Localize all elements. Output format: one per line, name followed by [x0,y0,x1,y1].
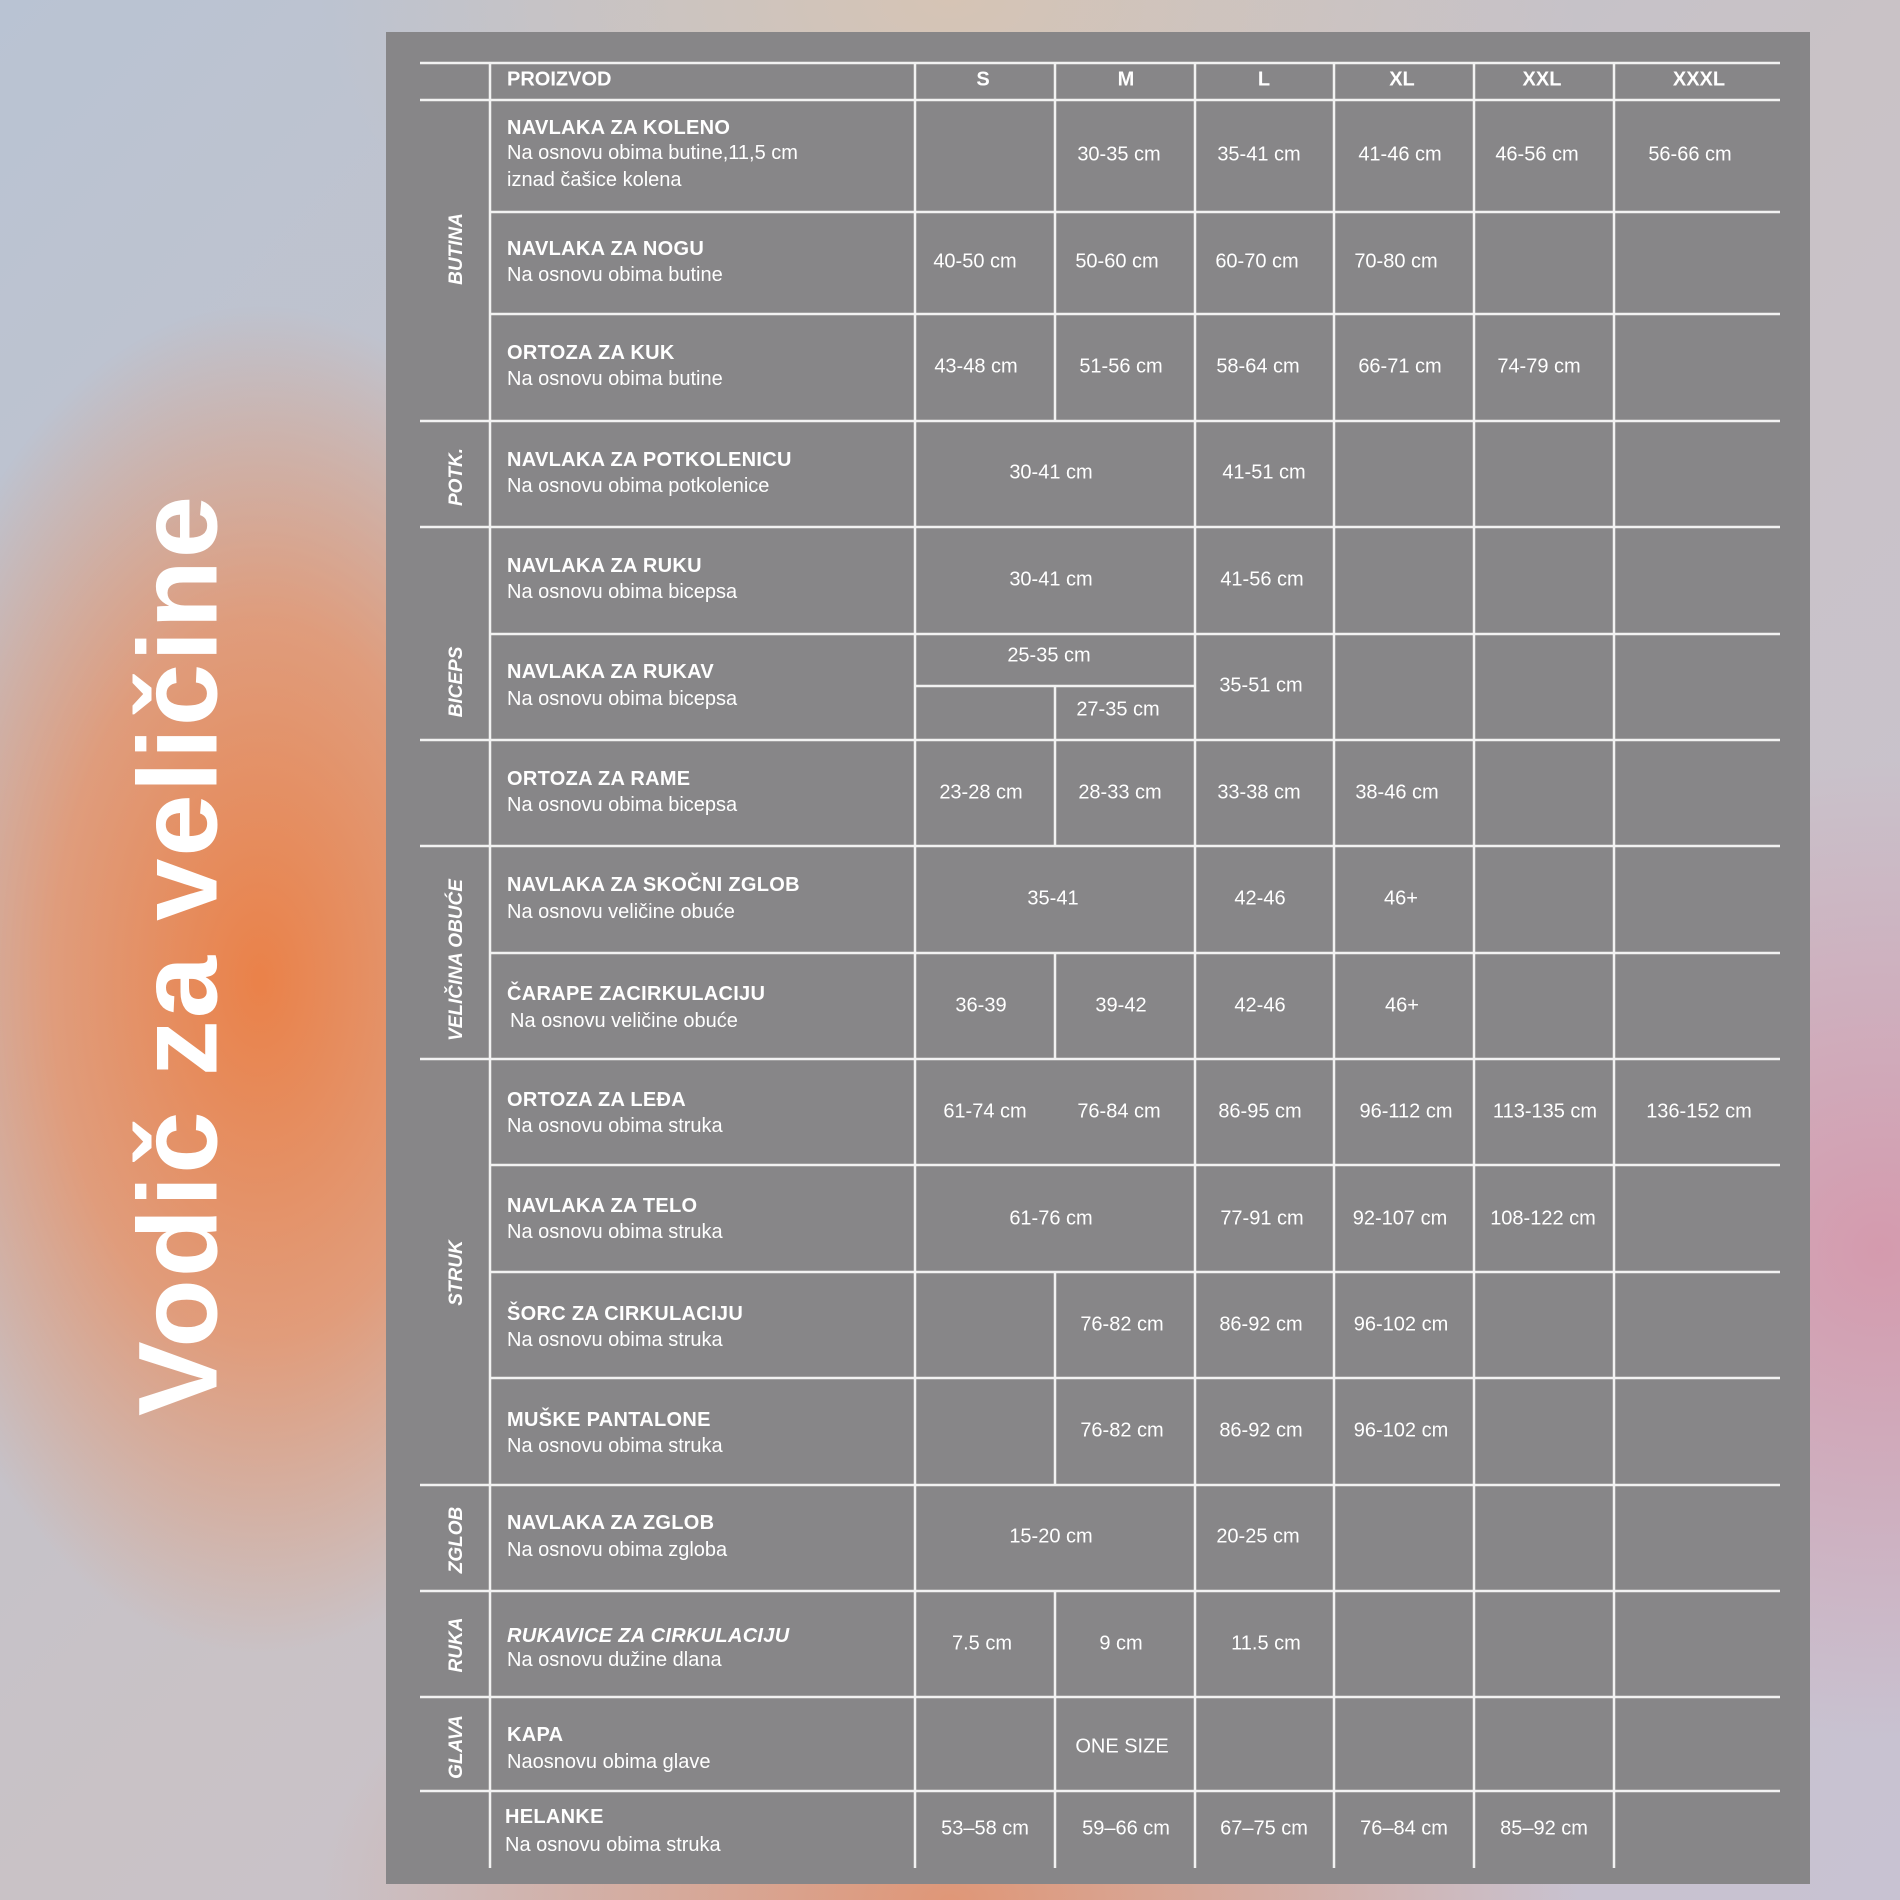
size-cell: 40-50 cm [933,250,1017,273]
size-cell: 23-28 cm [939,781,1023,804]
product-name: NAVLAKA ZA RUKU [507,555,702,577]
size-cell: 67–75 cm [1220,1817,1308,1840]
product-name: ČARAPE ZACIRKULACIJU [507,983,766,1005]
product-desc: Na osnovu veličine obuće [510,1010,738,1032]
category-biceps: BICEPS [446,646,467,718]
size-cell: 76-82 cm [1080,1313,1164,1336]
product-name: RUKAVICE ZA CIRKULACIJU [507,1625,790,1647]
size-cell: 86-95 cm [1218,1100,1302,1123]
product-name: KAPA [507,1724,564,1746]
product-desc: Na osnovu obima butine,11,5 cm [507,142,798,164]
product-desc: Na osnovu obima butine [507,264,723,286]
header-product: PROIZVOD [507,68,612,91]
size-cell: 76-84 cm [1077,1100,1161,1123]
size-cell: 27-35 cm [1076,698,1160,721]
size-cell: 51-56 cm [1079,355,1163,378]
size-cell: 96-112 cm [1359,1100,1453,1123]
size-cell: 11.5 cm [1231,1632,1301,1655]
size-cell: 96-102 cm [1353,1313,1449,1336]
product-name: ORTOZA ZA LEĐA [507,1089,687,1111]
size-cell: 42-46 [1234,887,1286,910]
size-cell: 39-42 [1095,994,1147,1017]
size-cell: 42-46 [1234,994,1286,1017]
size-cell: 76-82 cm [1080,1419,1164,1442]
product-desc: Na osnovu obima potkolenice [507,475,770,497]
product-desc: Na osnovu veličine obuće [507,901,735,923]
size-cell: 66-71 cm [1358,355,1442,378]
size-cell: 15-20 cm [1009,1525,1093,1548]
size-cell: 38-46 cm [1355,781,1439,804]
product-name: ORTOZA ZA RAME [507,768,691,790]
size-cell: 30-41 cm [1009,568,1093,591]
size-cell: 43-48 cm [934,355,1018,378]
size-chart-panel [386,32,1810,1884]
product-desc: Na osnovu obima struka [507,1221,723,1243]
product-name: NAVLAKA ZA RUKAV [507,661,715,683]
product-name: NAVLAKA ZA TELO [507,1195,698,1217]
size-cell: 7.5 cm [951,1632,1013,1655]
size-cell: 85–92 cm [1500,1817,1588,1840]
size-cell: 60-70 cm [1215,250,1299,273]
size-cell: 108-122 cm [1490,1207,1596,1230]
product-name: NAVLAKA ZA KOLENO [507,117,731,139]
product-name: NAVLAKA ZA NOGU [507,238,705,260]
size-cell: 59–66 cm [1082,1817,1170,1840]
product-name: HELANKE [505,1806,604,1828]
size-cell: 92-107 cm [1352,1207,1448,1230]
header-size-xxxl: XXXL [1672,68,1726,91]
size-cell: 46+ [1385,994,1419,1017]
category-glava: GLAVA [446,1715,467,1779]
product-desc: Na osnovu obima butine [507,368,723,390]
size-cell: 70-80 cm [1354,250,1438,273]
size-cell: 35-41 cm [1217,143,1301,166]
header-size-s: S [976,68,990,91]
product-name: NAVLAKA ZA ZGLOB [507,1512,715,1534]
category-velicina-obuce: VELIČINA OBUĆE [446,879,467,1041]
category-zglob: ZGLOB [446,1506,467,1574]
size-cell: 35-51 cm [1219,674,1303,697]
size-cell: 20-25 cm [1216,1525,1300,1548]
product-name: ORTOZA ZA KUK [507,342,675,364]
size-cell: 28-33 cm [1078,781,1162,804]
header-size-m: M [1117,68,1135,91]
size-cell: 41-46 cm [1358,143,1442,166]
size-cell: 86-92 cm [1219,1419,1303,1442]
size-cell: ONE SIZE [1075,1735,1169,1758]
product-desc: Na osnovu obima struka [507,1435,723,1457]
size-cell: 35-41 [1027,887,1079,910]
header-size-xxl: XXL [1522,68,1562,91]
size-cell: 25-35 cm [1007,644,1091,667]
size-cell: 46+ [1384,887,1418,910]
size-cell: 77-91 cm [1220,1207,1304,1230]
product-desc: Na osnovu obima struka [507,1329,723,1351]
size-cell: 61-76 cm [1009,1207,1093,1230]
size-cell: 50-60 cm [1075,250,1159,273]
size-cell: 33-38 cm [1217,781,1301,804]
product-desc: Na osnovu obima struka [507,1115,723,1137]
size-cell: 61-74 cm [943,1100,1027,1123]
header-size-xl: XL [1389,68,1415,91]
size-cell: 136-152 cm [1646,1100,1752,1123]
product-desc: Naosnovu obima glave [507,1751,711,1773]
header-size-l: L [1257,68,1271,91]
size-cell: 76–84 cm [1360,1817,1448,1840]
product-desc: Na osnovu obima zgloba [507,1539,728,1561]
size-cell: 53–58 cm [941,1817,1029,1840]
size-cell: 74-79 cm [1497,355,1581,378]
product-name: NAVLAKA ZA POTKOLENICU [507,449,792,471]
product-desc-cont: iznad čašice kolena [507,169,682,191]
product-desc: Na osnovu dužine dlana [507,1649,722,1671]
size-cell: 36-39 [955,994,1007,1017]
category-butina: BUTINA [446,213,467,285]
size-cell: 56-66 cm [1648,143,1732,166]
product-name: NAVLAKA ZA SKOČNI ZGLOB [507,874,800,896]
size-cell: 86-92 cm [1219,1313,1303,1336]
size-cell: 58-64 cm [1216,355,1300,378]
product-desc: Na osnovu obima bicepsa [507,688,738,710]
product-desc: Na osnovu obima bicepsa [507,581,738,603]
size-cell: 30-41 cm [1009,461,1093,484]
product-desc: Na osnovu obima bicepsa [507,794,738,816]
size-cell: 96-102 cm [1353,1419,1449,1442]
size-cell: 30-35 cm [1077,143,1161,166]
product-name: ŠORC ZA CIRKULACIJU [507,1303,744,1325]
size-cell: 9 cm [1099,1632,1143,1655]
size-cell: 113-135 cm [1492,1100,1598,1123]
page-title: Vodič za veličine [115,493,241,1417]
category-struk: STRUK [446,1240,467,1306]
size-cell: 41-51 cm [1222,461,1306,484]
product-desc: Na osnovu obima struka [505,1834,721,1856]
product-name: MUŠKE PANTALONE [507,1409,711,1431]
category-ruka: RUKA [446,1617,467,1673]
category-potk: POTK. [446,447,467,507]
size-cell: 41-56 cm [1220,568,1304,591]
size-cell: 46-56 cm [1495,143,1579,166]
